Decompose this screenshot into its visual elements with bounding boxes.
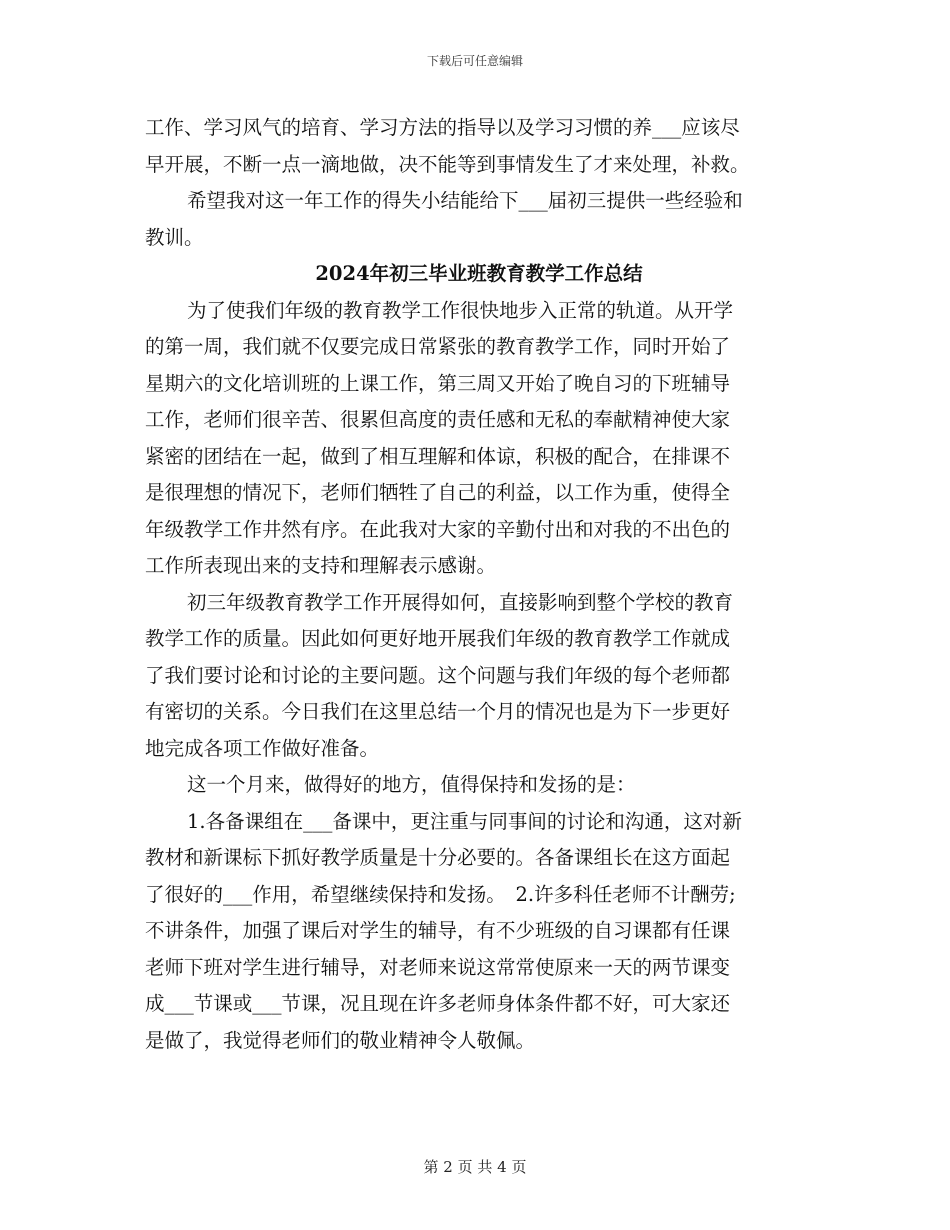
page-number: 第 2 页 共 4 页 xyxy=(423,1158,527,1176)
text-line: 地完成各项工作做好准备。 xyxy=(145,736,380,760)
text-line: 工作，老师们很辛苦、很累但高度的责任感和无私的奉献精神使大家 xyxy=(145,408,731,431)
text-line: 星期六的文化培训班的上课工作，第三周又开始了晚自习的下班辅导 xyxy=(145,371,731,395)
text-line: 老师下班对学生进行辅导，对老师来说这常常使原来一天的两节课变 xyxy=(145,955,731,979)
text-line: 紧密的团结在一起，做到了相互理解和体谅，积极的配合，在排课不 xyxy=(145,444,731,468)
text-line: 工作、学习风气的培育、学习方法的指导以及学习习惯的养___应该尽 xyxy=(145,116,740,139)
text-line: 成___节课或___节课，况且现在许多老师身体条件都不好，可大家还 xyxy=(145,992,731,1015)
text-line: 工作所表现出来的支持和理解表示感谢。 xyxy=(145,554,497,577)
text-line: 是做了，我觉得老师们的敬业精神令人敬佩。 xyxy=(145,1028,536,1052)
text-line: 为了使我们年级的教育教学工作很快地步入正常的轨道。从开学 xyxy=(187,298,734,322)
text-line: 了很好的___作用，希望继续保持和发扬。 2.许多科任老师不计酬劳; xyxy=(145,882,736,906)
text-line: 教训。 xyxy=(145,225,204,249)
text-line: 早开展，不断一点一滴地做，决不能等到事情发生了才来处理，补救。 xyxy=(145,152,750,176)
text-line: 教材和新课标下抓好教学质量是十分必要的。各备课组长在这方面起 xyxy=(145,846,731,869)
text-line: 的第一周，我们就不仅要完成日常紧张的教育教学工作，同时开始了 xyxy=(145,335,731,358)
text-line: 这一个月来，做得好的地方，值得保持和发扬的是： xyxy=(187,773,636,796)
text-line: 有密切的关系。今日我们在这里总结一个月的情况也是为下一步更好 xyxy=(145,700,731,723)
text-line: 了我们要讨论和讨论的主要问题。这个问题与我们年级的每个老师都 xyxy=(145,663,731,687)
text-line: 是很理想的情况下，老师们牺牲了自己的利益，以工作为重，使得全 xyxy=(145,481,731,504)
document-body xyxy=(145,110,813,1059)
text-line: 初三年级教育教学工作开展得如何，直接影响到整个学校的教育 xyxy=(187,590,734,614)
text-line: 教学工作的质量。因此如何更好地开展我们年级的教育教学工作就成 xyxy=(145,627,731,650)
text-line: 1.各备课组在___备课中，更注重与同事间的讨论和沟通，这对新 xyxy=(187,809,742,833)
text-line: 不讲条件，加强了课后对学生的辅导，有不少班级的自习课都有任课 xyxy=(145,919,731,942)
text-line: 年级教学工作井然有序。在此我对大家的辛勤付出和对我的不出色的 xyxy=(145,517,731,541)
text-line: 希望我对这一年工作的得失小结能给下___届初三提供一些经验和 xyxy=(187,189,743,212)
document-title: 2024年初三毕业班教育教学工作总结 xyxy=(315,262,643,285)
page-header: 下载后可任意编辑 xyxy=(426,54,523,68)
